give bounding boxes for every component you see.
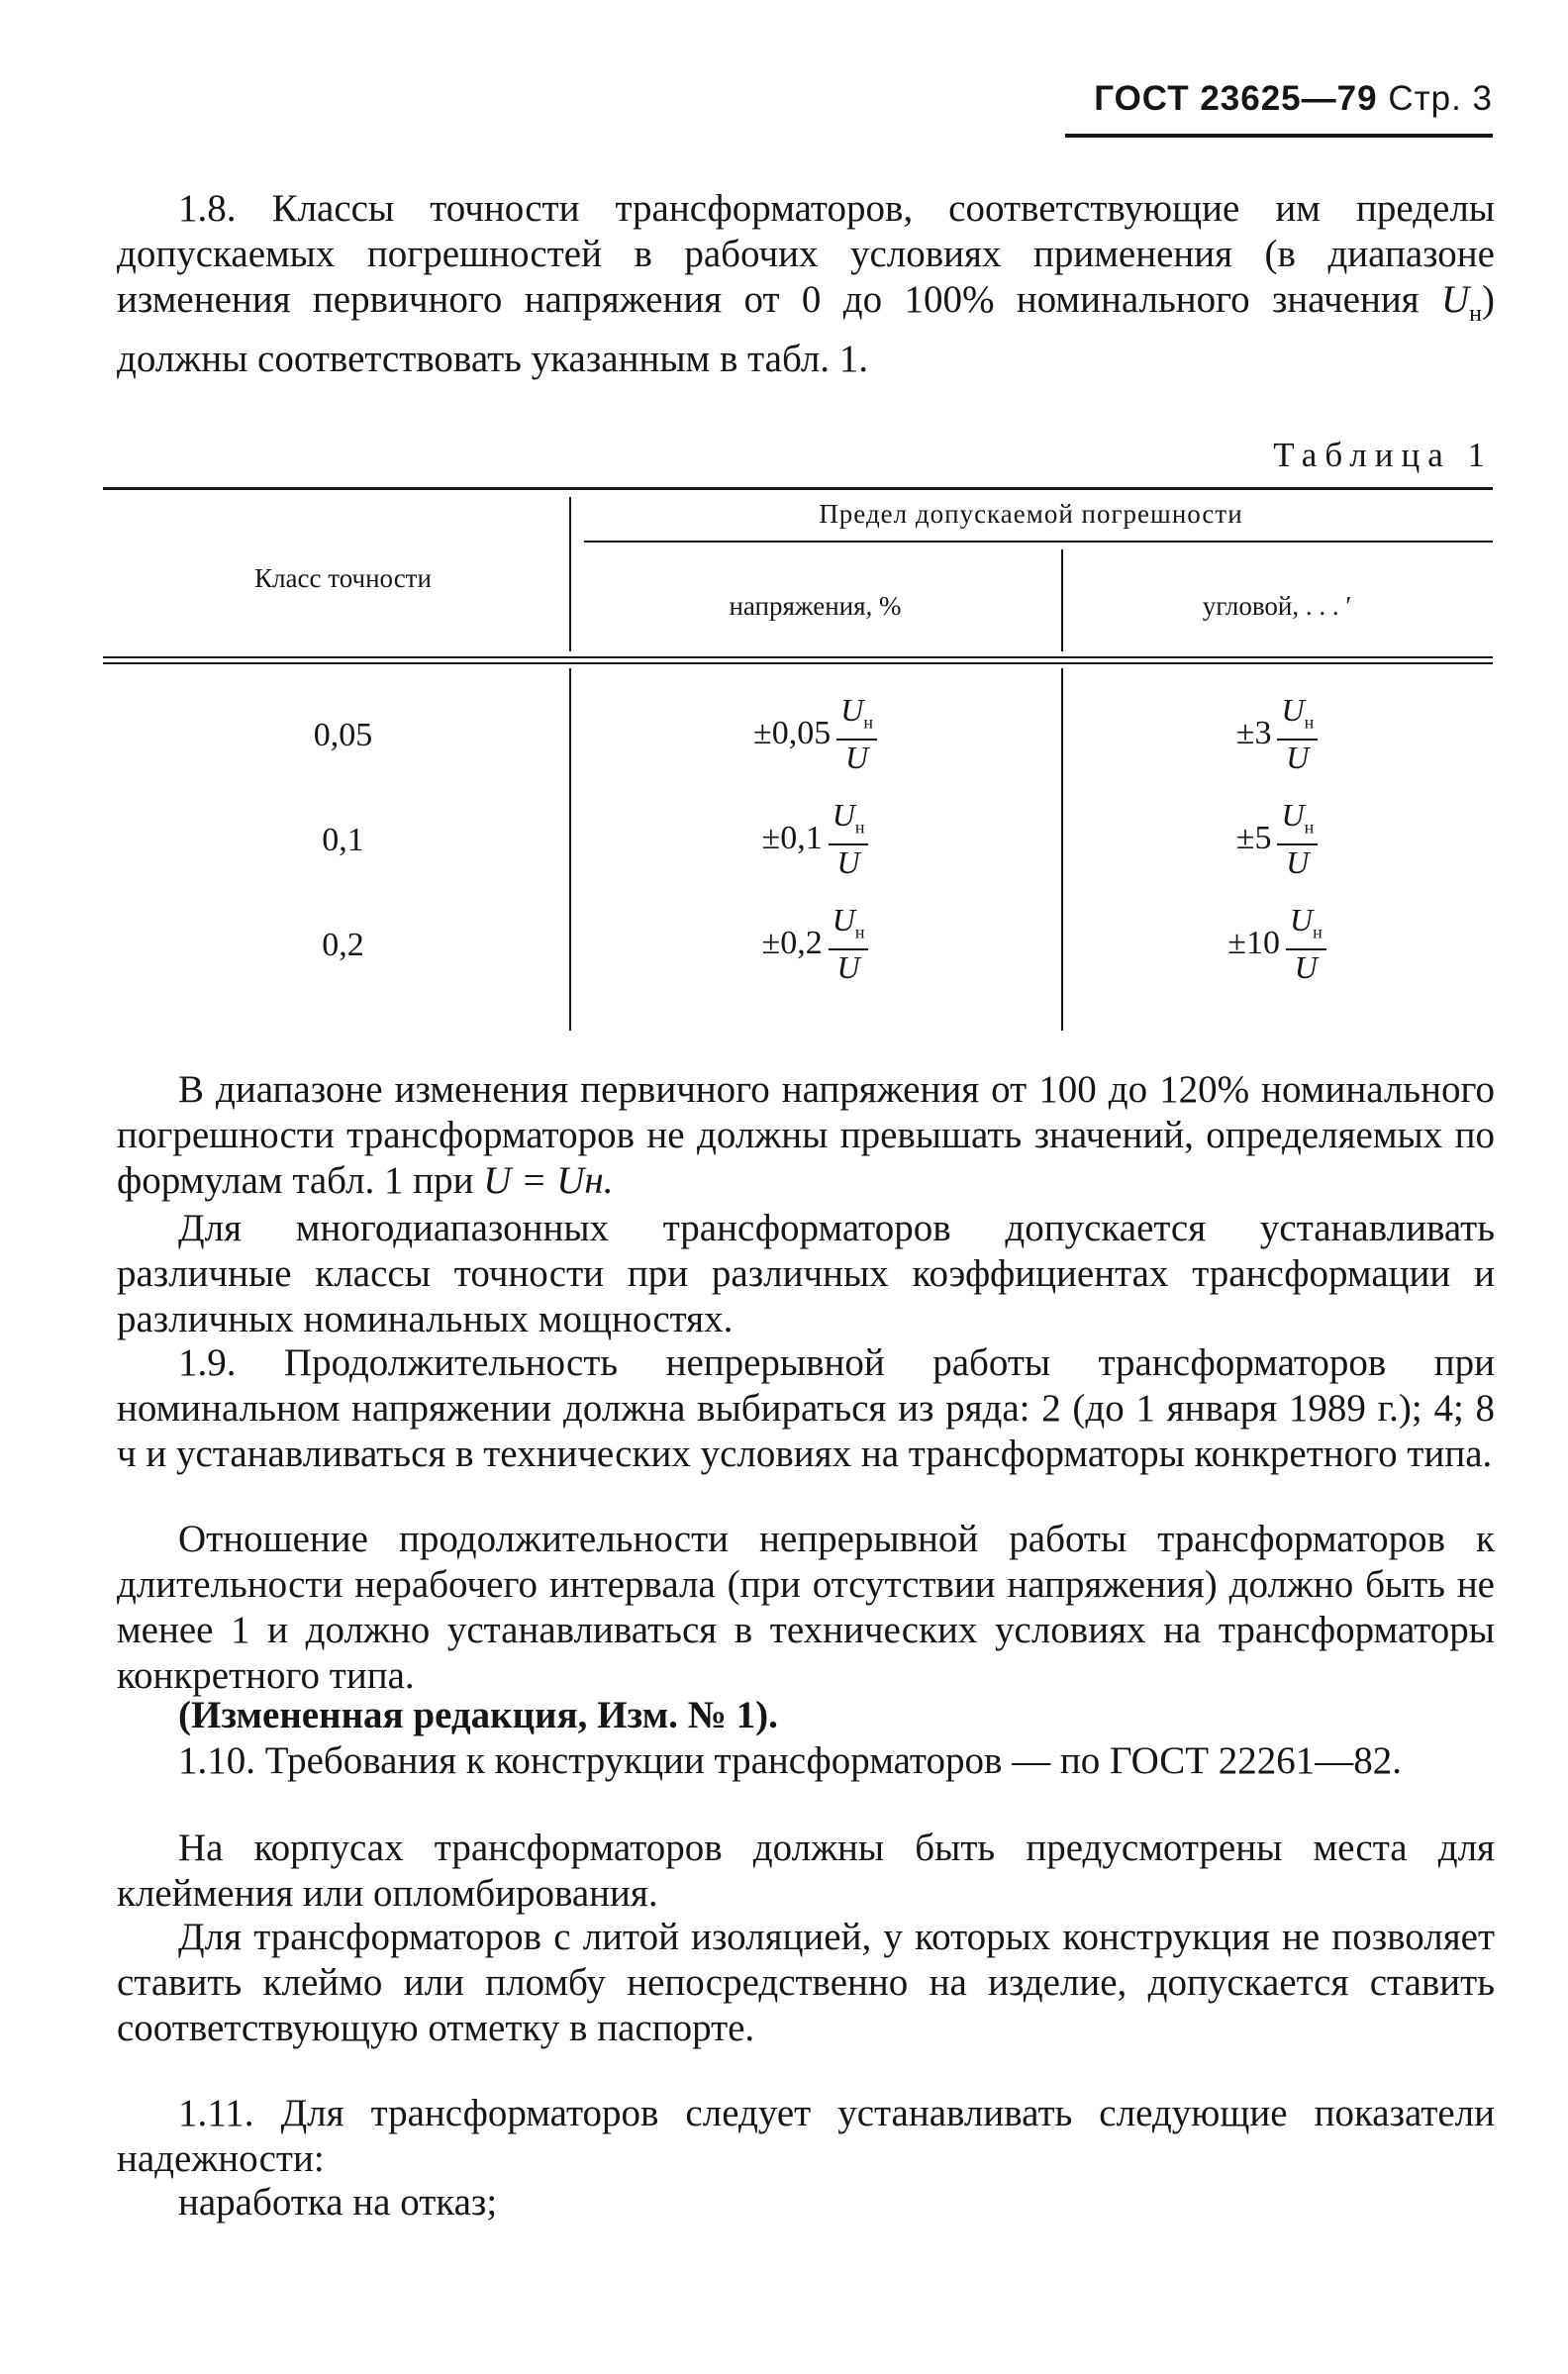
fraction: $\frac{U_н}{U}$ bbox=[829, 798, 869, 879]
paragraph-1-8 bbox=[117, 186, 1495, 382]
table-row-angle bbox=[1061, 903, 1493, 984]
fraction: $\frac{U_н}{U}$ bbox=[836, 693, 877, 774]
table-row-class: 0,2 bbox=[322, 927, 364, 963]
table-row-class: 0,05 bbox=[313, 717, 373, 753]
voltage-coef: ±0,2 bbox=[761, 925, 823, 962]
paragraph-1-8-tail: ) должны соответствовать указанным в табл. 1. bbox=[117, 278, 1495, 380]
table-row-angle bbox=[1061, 798, 1493, 879]
fraction: $\frac{U_н}{U}$ bbox=[1286, 903, 1326, 984]
table-head-voltage: напряжения, % bbox=[729, 591, 902, 621]
table-row-voltage bbox=[569, 903, 1061, 984]
paragraph-cast: Для трансформаторов с литой изоляцией, у которых конструкция не позволяет ставить клеймо или пломбу непосредственно на изделие, допускается ставить соответствующую отметку в паспорте. bbox=[117, 1916, 1495, 2049]
table-head-angle: угловой, . . . ′ bbox=[1202, 591, 1352, 621]
table-subhead-rule bbox=[584, 541, 1493, 543]
table-head-class: Класс точности bbox=[254, 563, 432, 593]
paragraph-ratio: Отношение продолжительности непрерывной работы трансформаторов к длительности нерабочего интервала (при отсутствии напряжения) должно быть не менее 1 и должно устанавливаться в технических условиях на трансформаторы конкретного типа. bbox=[117, 1518, 1495, 1697]
table-row-class: 0,1 bbox=[322, 822, 364, 858]
voltage-coef: ±0,05 bbox=[753, 715, 832, 752]
table-row-voltage bbox=[569, 693, 1061, 774]
paragraph-1-8-text: 1.8. Классы точности трансформаторов, соответствующие им пределы допускаемых погрешностей в рабочих условиях применения (в диапазоне изменения первичного напряжения от 0 до 100% номинального значения bbox=[117, 187, 1495, 321]
paragraph-1-10: 1.10. Требования к конструкции трансформаторов — по ГОСТ 22261—82. bbox=[178, 1739, 1403, 1782]
page-number: Стр. 3 bbox=[1388, 79, 1493, 118]
paragraph-range bbox=[117, 1067, 1495, 1204]
table-head-rule-1 bbox=[103, 656, 1493, 658]
fraction: $\frac{U_н}{U}$ bbox=[1277, 798, 1318, 879]
fraction: $\frac{U_н}{U}$ bbox=[829, 903, 869, 984]
paragraph-multirange: Для многодиапазонных трансформаторов допускается устанавливать различные классы точности при различных коэффициентах трансформации и различных номинальных мощностях. bbox=[117, 1207, 1495, 1340]
symbol-u: U bbox=[1440, 278, 1470, 321]
paragraph-1-9: 1.9. Продолжительность непрерывной работы трансформаторов при номинальном напряжении должна выбираться из ряда: 2 (до 1 января 1989 г.); 4; 8 ч и устанавливаться в технических условиях на трансформаторы конкретного типа. bbox=[117, 1341, 1495, 1475]
angle-coef: ±10 bbox=[1227, 925, 1280, 962]
page-header bbox=[1067, 79, 1493, 119]
table-head-main: Предел допускаемой погрешности bbox=[819, 499, 1243, 529]
paragraph-1-11: 1.11. Для трансформаторов следует устанавливать следующие показатели надежности: bbox=[117, 2092, 1495, 2180]
angle-coef: ±3 bbox=[1235, 715, 1272, 752]
header-rule bbox=[1065, 134, 1493, 138]
voltage-coef: ±0,1 bbox=[761, 820, 823, 857]
formula-u-eq: U = Uн. bbox=[483, 1159, 614, 1202]
table-row-voltage bbox=[569, 798, 1061, 879]
paragraph-amendment: (Измененная редакция, Изм. № 1). bbox=[178, 1694, 778, 1736]
paragraph-mtbf: наработка на отказ; bbox=[178, 2181, 498, 2224]
table-caption: Таблица 1 bbox=[1273, 436, 1493, 474]
angle-coef: ±5 bbox=[1235, 820, 1272, 857]
paragraph-cases: На корпусах трансформаторов должны быть предусмотрены места для клеймения или опломбирования. bbox=[117, 1827, 1495, 1915]
table-head-rule-2 bbox=[103, 662, 1493, 664]
symbol-subscript: н bbox=[1469, 300, 1482, 327]
fraction: $\frac{U_н}{U}$ bbox=[1277, 693, 1318, 774]
table-row-angle bbox=[1061, 693, 1493, 774]
table-top-rule bbox=[103, 487, 1493, 490]
standard-code: ГОСТ 23625—79 bbox=[1094, 79, 1378, 118]
paragraph-range-text: В диапазоне изменения первичного напряжения от 100 до 120% номинального погрешности трансформаторов не должны превышать значений, определяемых по формулам табл. 1 при bbox=[117, 1068, 1495, 1202]
